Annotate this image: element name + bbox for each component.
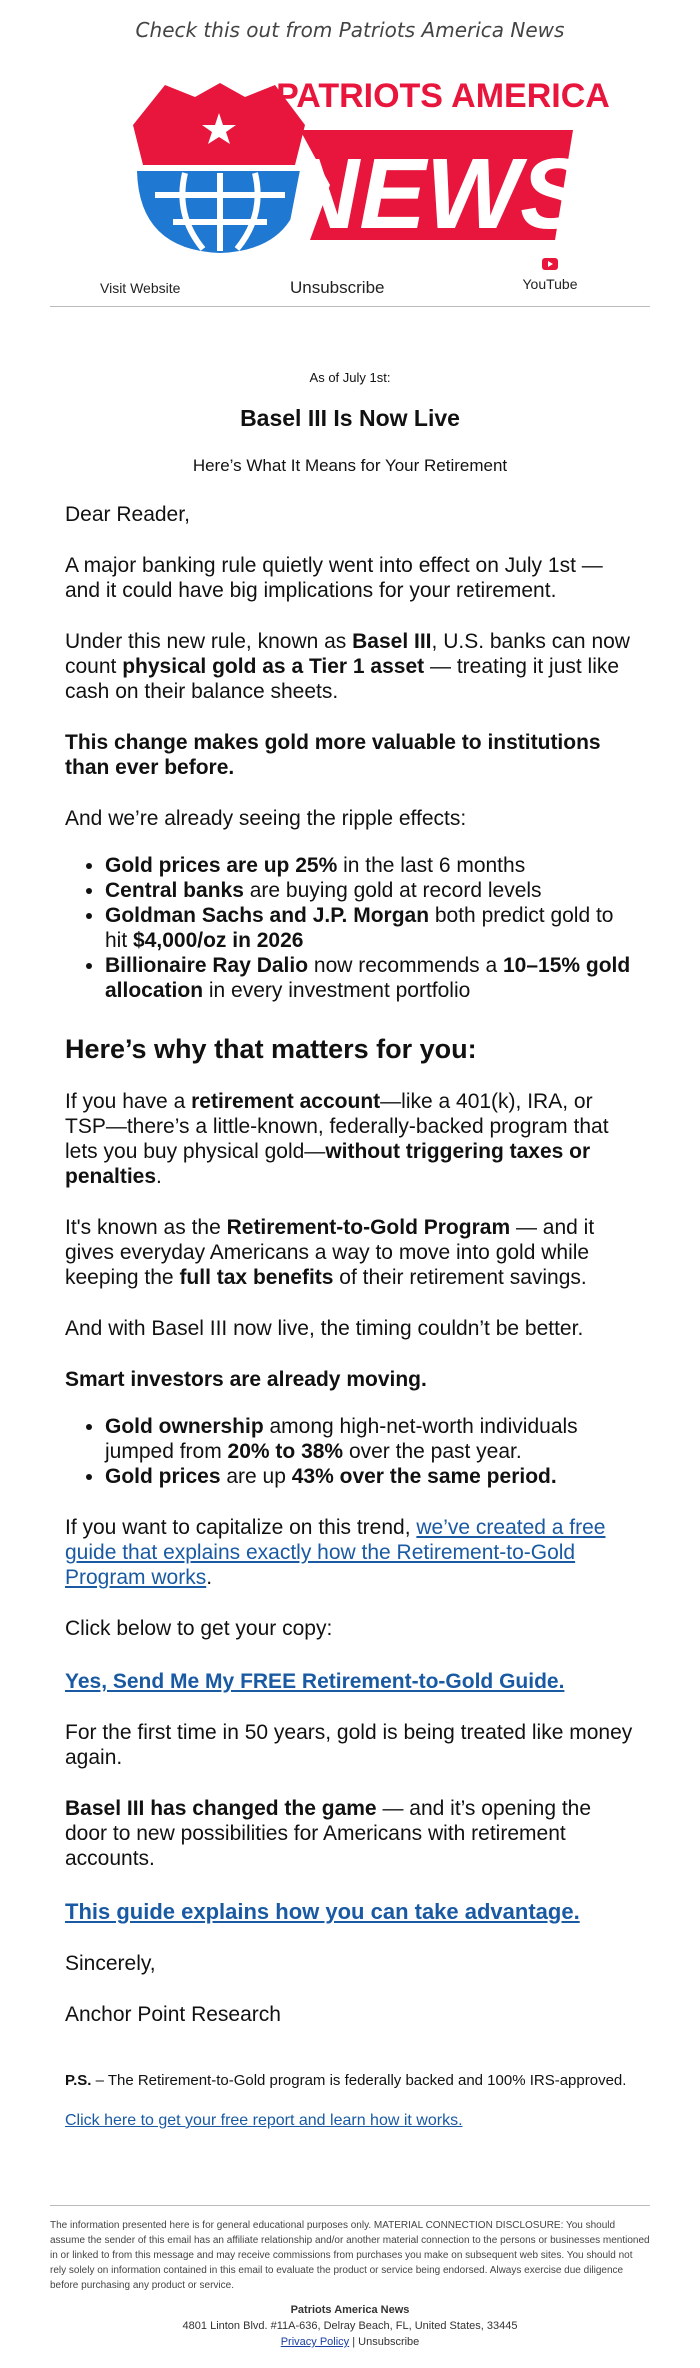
send-free-guide-button[interactable]: Yes, Send Me My FREE Retirement-to-Gold Guide. bbox=[65, 1670, 565, 1693]
privacy-policy-link[interactable]: Privacy Policy bbox=[280, 2336, 350, 2348]
paragraph-basel bbox=[65, 629, 635, 704]
footer-company: Patriots America News bbox=[290, 2304, 410, 2316]
paragraph-first-time: For the first time in 50 years, gold is being treated like money again. bbox=[65, 1721, 633, 1769]
paragraph-capitalize: If you want to capitalize on this trend, we’ve created a free guide that explains exactly how the Retirement-to-Gold Program works. bbox=[65, 1516, 606, 1589]
disclaimer-text: The information presented here is for general educational purposes only. MATERIAL CONNECTION DISCLOSURE: You should assume the sender of this email has an affiliate relationship and/or another material connection to the persons or businesses mentioned in or linked to from this message and may receive commissions from purchases you make on subsequent web sites. You should not rely solely on information contained in this email to evaluate the product or service being endorsed. Always exercise due diligence before purchasing any product or service. bbox=[50, 2220, 650, 2291]
youtube-link[interactable] bbox=[520, 258, 580, 302]
article-body bbox=[65, 360, 635, 2130]
postscript: P.S. – The Retirement-to-Gold program is federally backed and 100% IRS-approved. bbox=[65, 2072, 627, 2089]
footer-divider bbox=[50, 2205, 650, 2206]
text-run: Under this new rule, known as bbox=[65, 630, 353, 653]
list-item: • Goldman Sachs and J.P. Morgan both predict gold to hit $4,000/oz in 2026 bbox=[105, 903, 635, 953]
paragraph-emphasis: This change makes gold more valuable to institutions than ever before. bbox=[65, 731, 601, 779]
list-item: • Gold prices are up 43% over the same period. bbox=[105, 1464, 635, 1489]
investor-stats-list bbox=[65, 1414, 635, 1489]
youtube-label: YouTube bbox=[522, 276, 578, 292]
article-subtitle: Here’s What It Means for Your Retirement bbox=[192, 456, 508, 475]
paragraph-smart-investors: Smart investors are already moving. bbox=[65, 1368, 427, 1391]
paragraph-intro: A major banking rule quietly went into effect on July 1st — and it could have big implications for your retirement. bbox=[65, 554, 603, 602]
paragraph-game-changed: Basel III has changed the game — and it’s opening the door to new possibilities for Americans with retirement accounts. bbox=[65, 1797, 592, 1870]
as-of-date: As of July 1st: bbox=[309, 370, 391, 385]
footer-address: 4801 Linton Blvd. #11A-636, Delray Beach, FL, United States, 33445 bbox=[182, 2320, 518, 2332]
list-item: • Gold ownership among high-net-worth individuals jumped from 20% to 38% over the past year. bbox=[105, 1414, 635, 1464]
header-nav bbox=[50, 258, 650, 306]
cta-container bbox=[65, 1669, 635, 1694]
patriots-america-news-logo[interactable] bbox=[125, 65, 610, 255]
signoff: Sincerely, bbox=[65, 1952, 156, 1975]
logo-top-text: PATRIOTS AMERICA bbox=[276, 77, 610, 115]
cta2-container bbox=[65, 1899, 635, 1925]
text-bold: Basel III bbox=[352, 630, 432, 653]
paragraph-ripple: And we’re already seeing the ripple effects: bbox=[65, 807, 467, 830]
logo-graphic bbox=[125, 65, 610, 255]
paragraph-program: It's known as the Retirement-to-Gold Program — and it gives everyday Americans a way to move into gold while keeping the full tax benefits of their retirement savings. bbox=[65, 1216, 595, 1289]
paragraph-retirement-account: If you have a retirement account—like a 401(k), IRA, or TSP—there’s a little-known, federally-backed program that lets you buy physical gold—without triggering taxes or penalties. bbox=[65, 1090, 609, 1188]
youtube-icon bbox=[542, 258, 558, 270]
text-run: , U.S. banks can now count bbox=[65, 630, 630, 678]
list-item: • Billionaire Ray Dalio now recommends a 10–15% gold allocation in every investment portfolio bbox=[105, 953, 635, 1003]
ripple-effects-list bbox=[65, 853, 635, 1003]
free-report-link[interactable]: Click here to get your free report and learn how it works. bbox=[65, 2112, 463, 2129]
paragraph-click-below: Click below to get your copy: bbox=[65, 1617, 333, 1640]
text-run: — treating it just like cash on their balance sheets. bbox=[65, 655, 620, 703]
list-item: • Central banks are buying gold at record levels bbox=[105, 878, 635, 903]
footer-links: Privacy Policy | Unsubscribe bbox=[280, 2336, 420, 2348]
text-bold: physical gold as a Tier 1 asset bbox=[122, 655, 425, 678]
paragraph-timing: And with Basel III now live, the timing couldn’t be better. bbox=[65, 1317, 584, 1340]
footer bbox=[50, 2302, 650, 2350]
signature: Anchor Point Research bbox=[65, 2003, 281, 2026]
email-tagline: Check this out from Patriots America News bbox=[135, 18, 565, 42]
article-title: Basel III Is Now Live bbox=[240, 405, 460, 431]
footer-unsubscribe-link[interactable]: Unsubscribe bbox=[358, 2336, 420, 2348]
guide-advantage-link[interactable]: This guide explains how you can take advantage. bbox=[65, 1899, 580, 1924]
greeting: Dear Reader, bbox=[65, 503, 190, 526]
logo-main-text: NEWS bbox=[287, 138, 587, 250]
section-heading: Here’s why that matters for you: bbox=[65, 1034, 477, 1064]
visit-website-link[interactable]: Visit Website bbox=[100, 280, 181, 296]
list-item: • Gold prices are up 25% in the last 6 months bbox=[105, 853, 635, 878]
unsubscribe-link[interactable]: Unsubscribe bbox=[290, 278, 385, 297]
free-guide-link[interactable]: we’ve created a free guide that explains exactly how the Retirement-to-Gold Program works bbox=[65, 1516, 606, 1589]
header-divider bbox=[50, 306, 650, 307]
